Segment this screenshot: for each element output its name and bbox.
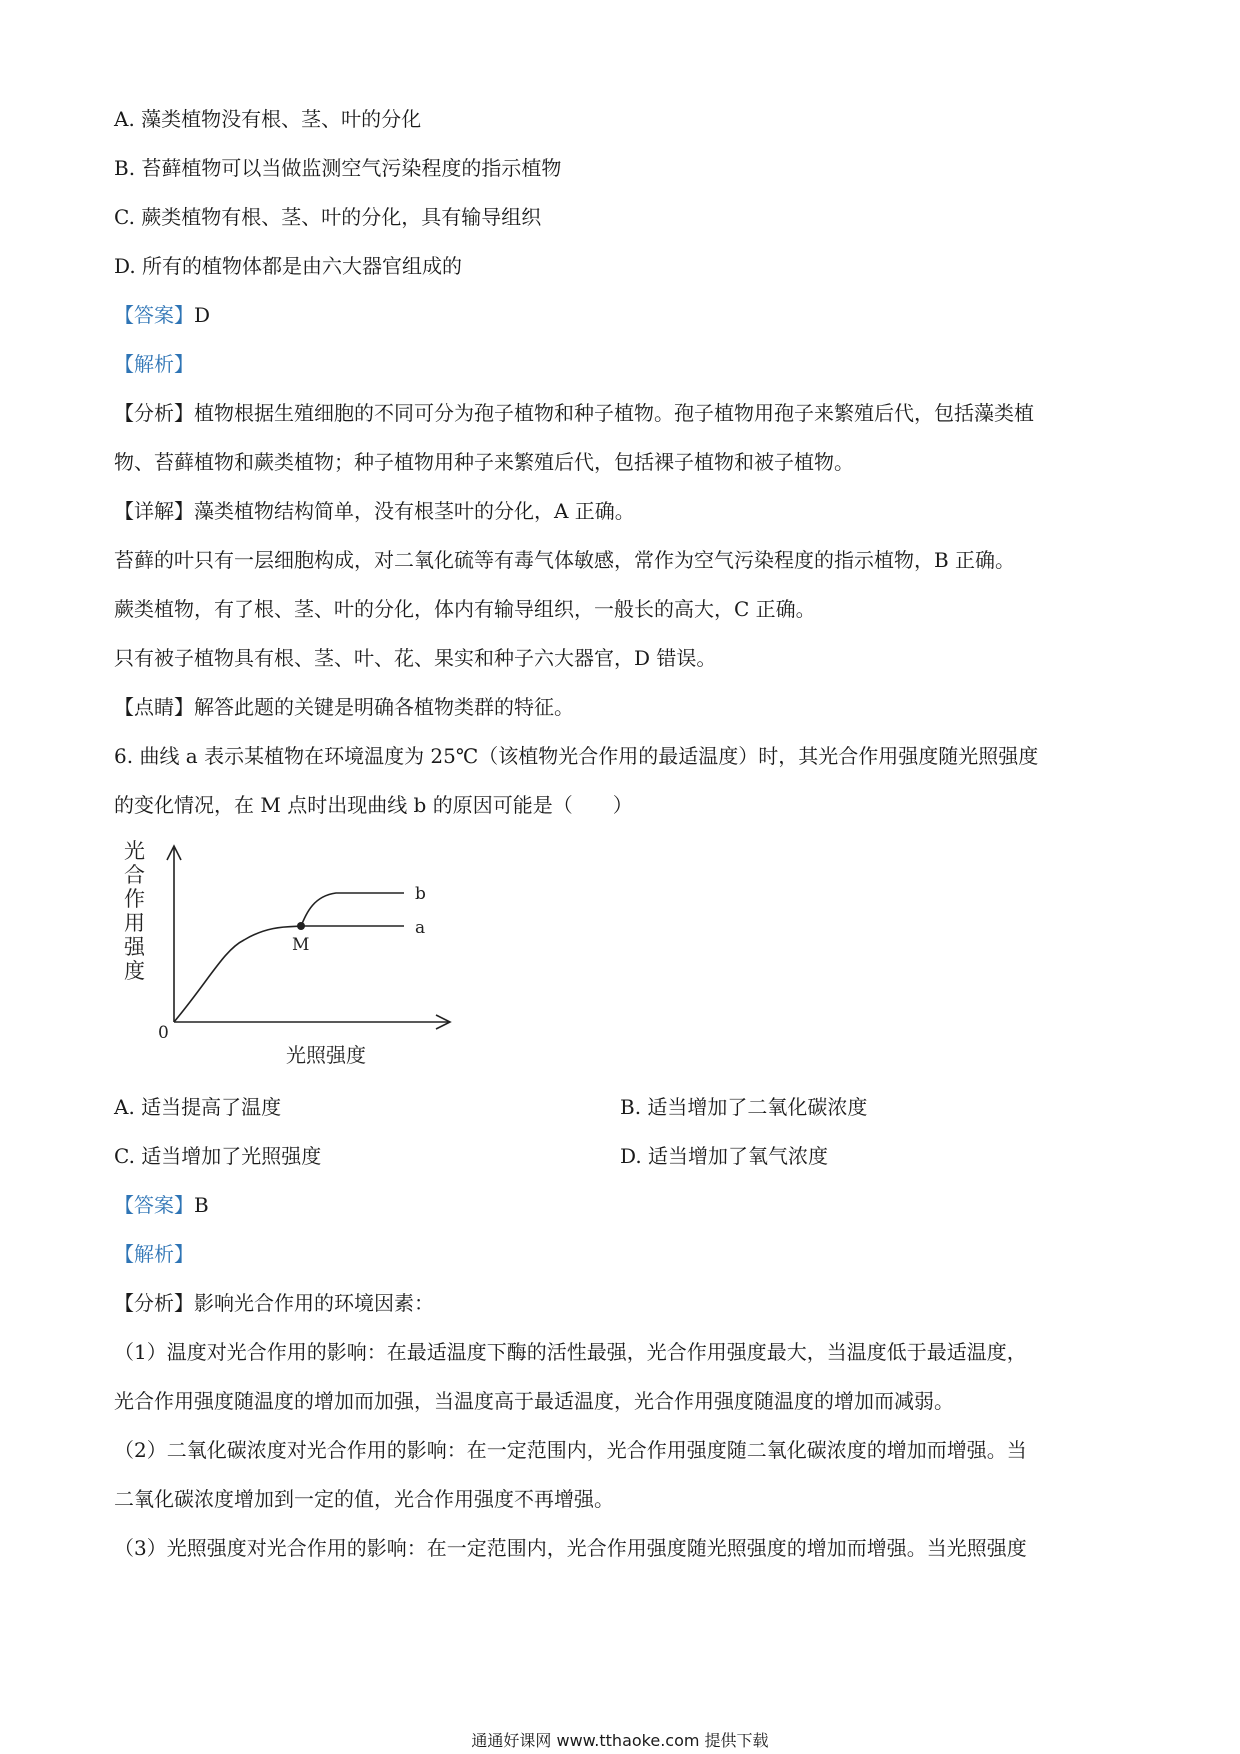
q5-option-b: B. 苔藓植物可以当做监测空气污染程度的指示植物 bbox=[114, 156, 562, 180]
y-axis-label: 光 合 作 用 强 度 bbox=[124, 839, 145, 983]
dianjing-tag: 【点睛】 bbox=[114, 695, 194, 719]
q5-xiangjie-line-4: 只有被子植物具有根、茎、叶、花、果实和种子六大器官，D 错误。 bbox=[114, 646, 717, 670]
q6-option-d: D. 适当增加了氧气浓度 bbox=[620, 1144, 829, 1168]
q5-option-d: D. 所有的植物体都是由六大器官组成的 bbox=[114, 254, 463, 278]
curve-b bbox=[301, 893, 404, 926]
q6-stem-line-1: 6. 曲线 a 表示某植物在环境温度为 25℃（该植物光合作用的最适温度）时，其光合作用强度随光照强度 bbox=[114, 744, 1039, 768]
dianjing-text: 解答此题的关键是明确各植物类群的特征。 bbox=[194, 695, 574, 719]
q5-xiangjie-line-3: 蕨类植物，有了根、茎、叶的分化，体内有输导组织，一般长的高大，C 正确。 bbox=[114, 597, 816, 621]
q5-option-a: A. 藻类植物没有根、茎、叶的分化 bbox=[114, 107, 422, 131]
curve-a-label: a bbox=[415, 918, 426, 938]
q5-dianjing bbox=[114, 695, 574, 719]
answer-tag: 【答案】 bbox=[114, 1193, 194, 1217]
q5-fenxi-line-1 bbox=[114, 401, 1034, 425]
curve-b-label: b bbox=[415, 884, 426, 904]
fenxi-tag: 【分析】 bbox=[114, 401, 194, 425]
point-m bbox=[297, 922, 305, 930]
xiangjie-text: 藻类植物结构简单，没有根茎叶的分化，A 正确。 bbox=[194, 499, 635, 523]
fenxi-text: 植物根据生殖细胞的不同可分为孢子植物和种子植物。孢子植物用孢子来繁殖后代，包括藻类植 bbox=[194, 401, 1034, 425]
x-axis-label: 光照强度 bbox=[286, 1043, 366, 1067]
q5-xiangjie-line-1 bbox=[114, 499, 635, 523]
answer-value: D bbox=[194, 303, 211, 327]
q6-fenxi bbox=[114, 1291, 434, 1315]
q5-fenxi-line-2: 物、苔藓植物和蕨类植物；种子植物用种子来繁殖后代，包括裸子植物和被子植物。 bbox=[114, 450, 854, 474]
origin-label: 0 bbox=[158, 1023, 169, 1043]
fenxi-text: 影响光合作用的环境因素： bbox=[194, 1291, 434, 1315]
q5-xiangjie-line-2: 苔藓的叶只有一层细胞构成，对二氧化硫等有毒气体敏感，常作为空气污染程度的指示植物，B 正确。 bbox=[114, 548, 1016, 572]
answer-tag: 【答案】 bbox=[114, 303, 194, 327]
photosynthesis-graph bbox=[114, 830, 474, 1075]
q6-answer bbox=[114, 1193, 209, 1217]
page-footer: 通通好课网 www.tthaoke.com 提供下载 bbox=[471, 1731, 769, 1750]
q6-option-b: B. 适当增加了二氧化碳浓度 bbox=[620, 1095, 868, 1119]
q6-point-1-line-1: （1）温度对光合作用的影响：在最适温度下酶的活性最强，光合作用强度最大，当温度低于最适温度， bbox=[114, 1340, 1027, 1364]
q6-option-c: C. 适当增加了光照强度 bbox=[114, 1144, 322, 1168]
q6-stem-line-2: 的变化情况，在 M 点时出现曲线 b 的原因可能是（ ） bbox=[114, 793, 633, 817]
q6-option-a: A. 适当提高了温度 bbox=[114, 1095, 282, 1119]
q6-point-1-line-2: 光合作用强度随温度的增加而加强，当温度高于最适温度，光合作用强度随温度的增加而减弱。 bbox=[114, 1389, 954, 1413]
curve-a bbox=[174, 926, 404, 1022]
q5-analysis-tag: 【解析】 bbox=[114, 352, 194, 376]
q5-answer bbox=[114, 303, 210, 327]
graph-svg bbox=[114, 830, 474, 1075]
point-m-label: M bbox=[292, 935, 310, 955]
fenxi-tag: 【分析】 bbox=[114, 1291, 194, 1315]
answer-value: B bbox=[194, 1193, 209, 1217]
q5-option-c: C. 蕨类植物有根、茎、叶的分化，具有输导组织 bbox=[114, 205, 542, 229]
q6-point-2-line-1: （2）二氧化碳浓度对光合作用的影响：在一定范围内，光合作用强度随二氧化碳浓度的增加而增强。当 bbox=[114, 1438, 1027, 1462]
q6-analysis-tag: 【解析】 bbox=[114, 1242, 194, 1266]
q6-point-2-line-2: 二氧化碳浓度增加到一定的值，光合作用强度不再增强。 bbox=[114, 1487, 614, 1511]
xiangjie-tag: 【详解】 bbox=[114, 499, 194, 523]
q6-point-3-line-1: （3）光照强度对光合作用的影响：在一定范围内，光合作用强度随光照强度的增加而增强。当光照强度 bbox=[114, 1536, 1027, 1560]
